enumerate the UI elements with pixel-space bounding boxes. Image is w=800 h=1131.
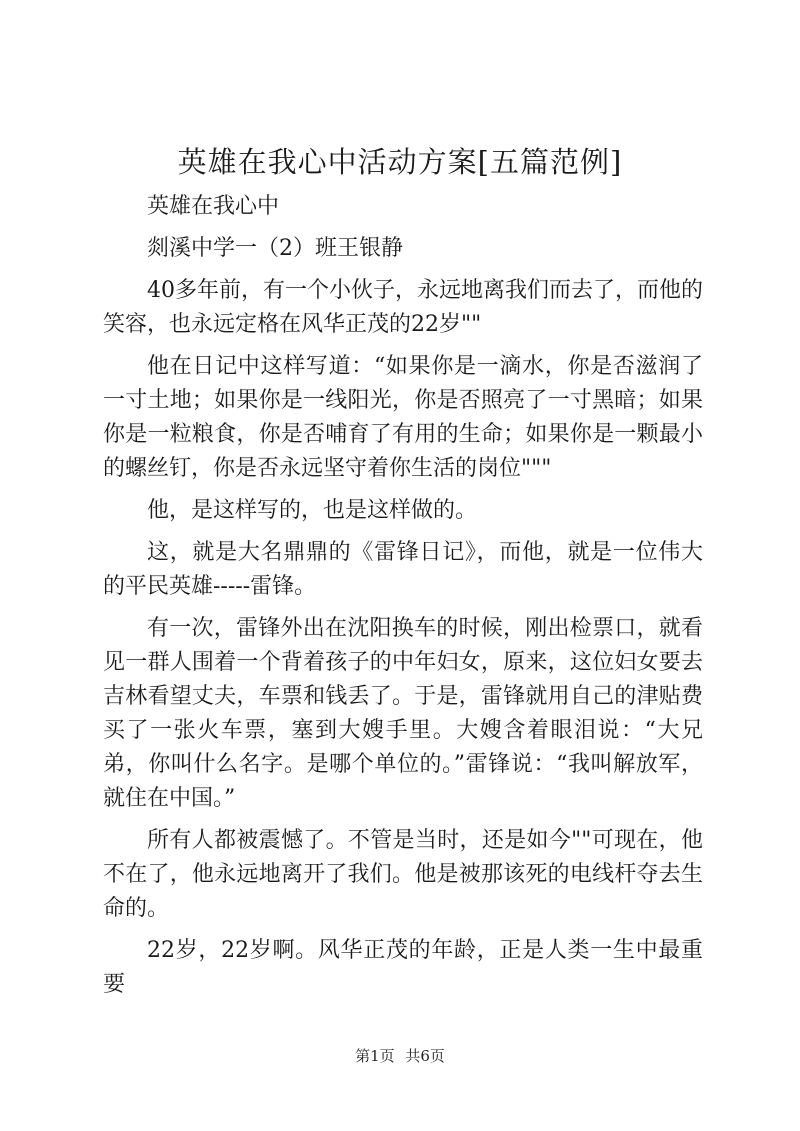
page-number: 第1页 [355, 1047, 395, 1065]
paragraph: 他在日记中这样写道：“如果你是一滴水，你是否滋润了一寸土地；如果你是一线阳光，你是否照亮了一寸黑暗；如果你是一粒粮食，你是否哺育了有用的生命；如果你是一颗最小的螺丝钉，你是否永远坚守着你生活的岗位""" [103, 354, 703, 481]
paragraph: 有一次，雷锋外出在沈阳换车的时候，刚出检票口，就看见一群人围着一个背着孩子的中年妇女，原来，这位妇女要去吉林看望丈夫，车票和钱丢了。于是，雷锋就用自己的津贴费买了一张火车票，塞到大嫂手里。大嫂含着眼泪说：“大兄弟，你叫什么名字。是哪个单位的。”雷锋说：“我叫解放军，就住在中国。” [103, 616, 703, 811]
paragraph: 这，就是大名鼎鼎的《雷锋日记》，而他，就是一位伟大的平民英雄-----雷锋。 [103, 540, 703, 599]
paragraph-subtitle: 英雄在我心中 [147, 194, 280, 219]
paragraph: 所有人都被震憾了。不管是当时，还是如今""可现在，他不在了，他永远地离开了我们。他是被那该死的电线杆夺去生命的。 [103, 828, 703, 921]
paragraph: 40多年前，有一个小伙子，永远地离我们而去了，而他的笑容，也永远定格在风华正茂的22岁"" [103, 278, 703, 337]
paragraph: 22岁，22岁啊。风华正茂的年龄，正是人类一生中最重要 [103, 938, 703, 997]
page-title: 英雄在我心中活动方案[五篇范例] [177, 145, 623, 179]
page-total: 共6页 [405, 1047, 445, 1065]
document-body [103, 190, 703, 1010]
paragraph: 他，是这样写的，也是这样做的。 [147, 498, 478, 523]
page-footer [0, 1045, 800, 1066]
paragraph-author: 剡溪中学一（2）班王银静 [147, 236, 403, 261]
